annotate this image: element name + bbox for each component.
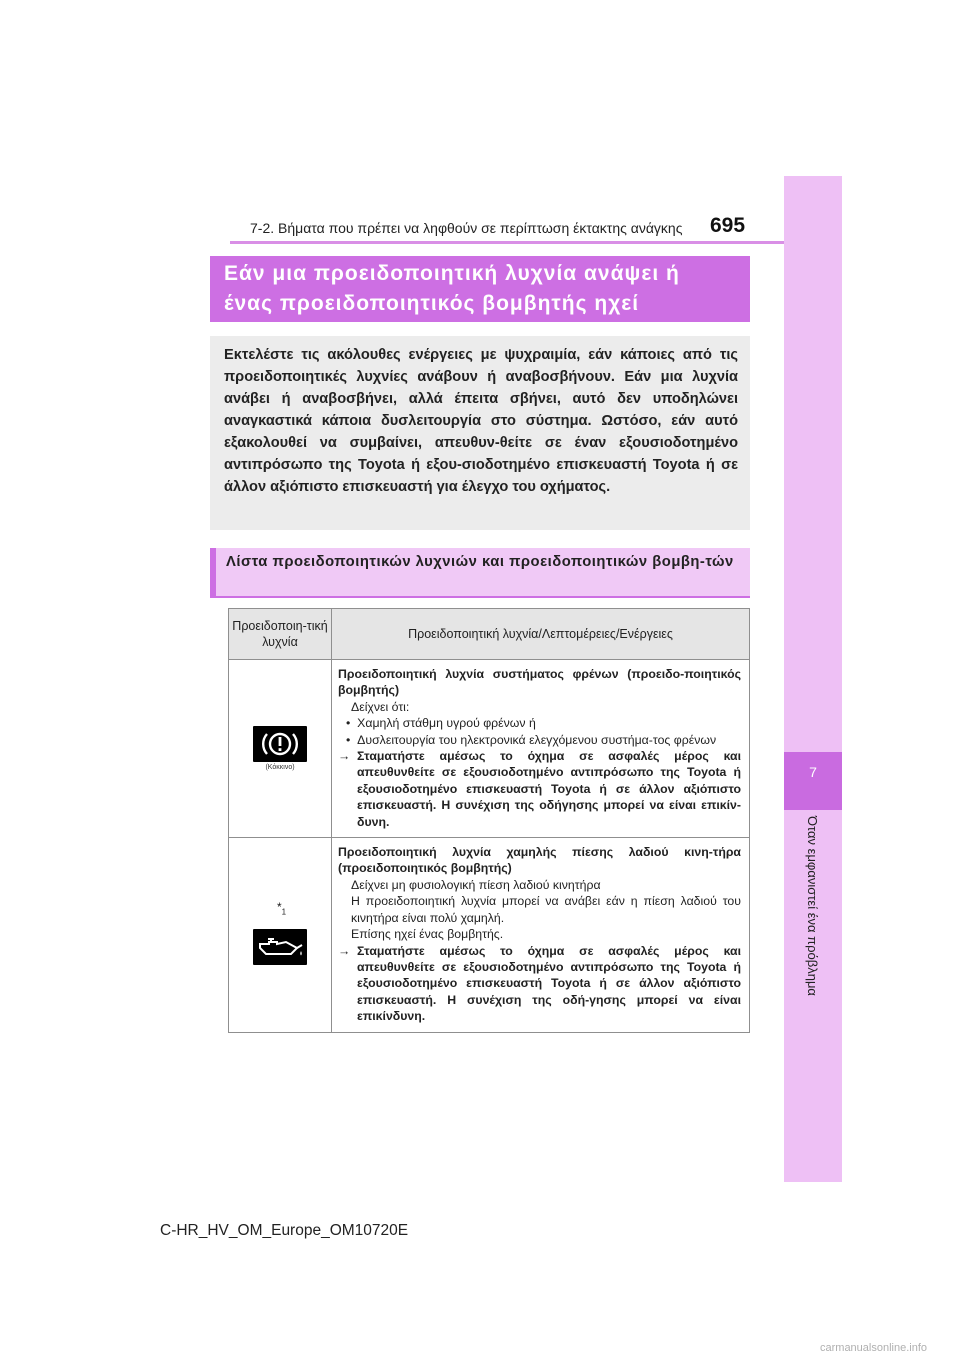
bullet-glyph: •	[346, 716, 351, 731]
running-header: 7-2. Βήματα που πρέπει να ληφθούν σε περίπτωση έκτακτης ανάγκης	[250, 220, 683, 236]
bullet-text: Χαμηλή στάθμη υγρού φρένων ή	[357, 716, 536, 731]
intro-paragraph: Εκτελέστε τις ακόλουθες ενέργειες με ψυχραιμία, εάν κάποιες από τις προειδοποιητικές λυχνίες ανάβουν ή αναβοσβήνουν. Εάν μια λυχνία ανάβει ή αναβοσβήνει, αλλά έπειτα σβήνει, αυτό δεν υποδηλώνει αναγκαστικά κάποια δυσλειτουργία στο σύστημα. Ωστόσο, εάν αυτό εξακολουθεί να συμβαίνει, απευθυν-θείτε σε έναν εξουσιοδοτημένο αντιπρόσωπο της Toyota ή εξου-σιοδοτημένο επισκευαστή Toyota ή σε άλλον αξιόπιστο επισκευαστή για έλεγχο του οχήματος.	[210, 336, 750, 530]
action-instruction	[338, 748, 741, 830]
description-line: Δείχνει μη φυσιολογική πίεση λαδιού κινητήρα	[351, 877, 601, 892]
action-text: Σταματήστε αμέσως το όχημα σε ασφαλές μέρος και απευθυνθείτε σε εξουσιοδοτημένο αντιπρόσωπο της Toyota ή εξουσιοδοτημένο επισκευαστή Toyota ή σε άλλον αξιόπιστο επισκευαστή. Η συνέχιση της οδήγησης μπορεί να είναι επικίν-δυνη.	[357, 749, 741, 829]
warning-lamp-table	[228, 608, 750, 1033]
arrow-icon: →	[338, 943, 351, 958]
lamp-color-caption: (Κόκκινο)	[265, 764, 295, 772]
chapter-number: 7	[809, 764, 817, 780]
section-title-line-1: Εάν μια προειδοποιητική λυχνία ανάψει ή	[224, 262, 680, 285]
bullet-glyph: •	[346, 732, 351, 747]
description-line: Επίσης ηχεί ένας βομβητής.	[351, 927, 504, 942]
document-code: C-HR_HV_OM_Europe_OM10720E	[160, 1222, 409, 1239]
arrow-icon: →	[338, 749, 351, 764]
lamp-title: Προειδοποιητική λυχνία συστήματος φρένων (προειδο-ποιητικός βομβητής)	[338, 667, 741, 698]
header-rule	[230, 241, 786, 244]
lamp-title: Προειδοποιητική λυχνία χαμηλής πίεσης λαδιού κινη-τήρα (προειδοποιητικός βομβητής)	[338, 845, 741, 876]
watermark: carmanualsonline.info	[820, 1342, 928, 1354]
description-cell	[332, 660, 750, 838]
brake-warning-icon	[253, 726, 307, 762]
section-title-banner	[210, 256, 750, 322]
bullet-item	[338, 715, 741, 731]
table-row	[229, 660, 750, 838]
action-instruction	[338, 943, 741, 1025]
table-row	[229, 838, 750, 1032]
chapter-side-tab	[784, 176, 842, 1182]
footnote-mark: $*_1$	[277, 900, 287, 917]
section-title-line-2: ένας προειδοποιητικός βομβητής ηχεί	[224, 292, 640, 315]
table-header-row	[229, 609, 750, 660]
page-number: 695	[710, 214, 746, 237]
description-cell	[332, 838, 750, 1032]
oil-pressure-icon	[253, 929, 307, 965]
subsection-title: Λίστα προειδοποιητικών λυχνιών και προειδοποιητικών βομβη-τών	[210, 548, 750, 598]
chapter-number-block	[784, 752, 842, 810]
description-line: Δείχνει ότι:	[351, 699, 410, 714]
bullet-text: Δυσλειτουργία του ηλεκτρονικά ελεγχόμενου συστήμα-τος φρένων	[357, 732, 717, 747]
header-details: Προειδοποιητική λυχνία/Λεπτομέρειες/Ενέργειες	[332, 609, 750, 660]
lamp-cell	[229, 838, 332, 1032]
chapter-title-vertical: Όταν εμφανιστεί ένα πρόβλημα	[805, 816, 820, 996]
bullet-item	[338, 732, 741, 748]
header-lamp: Προειδοποιη-τική λυχνία	[229, 609, 332, 660]
description-line: Η προειδοποιητική λυχνία μπορεί να ανάβει εάν η πίεση λαδιού του κινητήρα είναι πολύ χαμηλή.	[351, 894, 741, 925]
action-text: Σταματήστε αμέσως το όχημα σε ασφαλές μέρος και απευθυνθείτε σε εξουσιοδοτημένο αντιπρόσωπο της Toyota ή εξουσιοδοτημένο επισκευαστή Toyota ή σε άλλον αξιόπιστο επισκευαστή. Η συνέχιση της οδή-γησης μπορεί να είναι επικίνδυνη.	[357, 943, 741, 1024]
lamp-cell	[229, 660, 332, 838]
